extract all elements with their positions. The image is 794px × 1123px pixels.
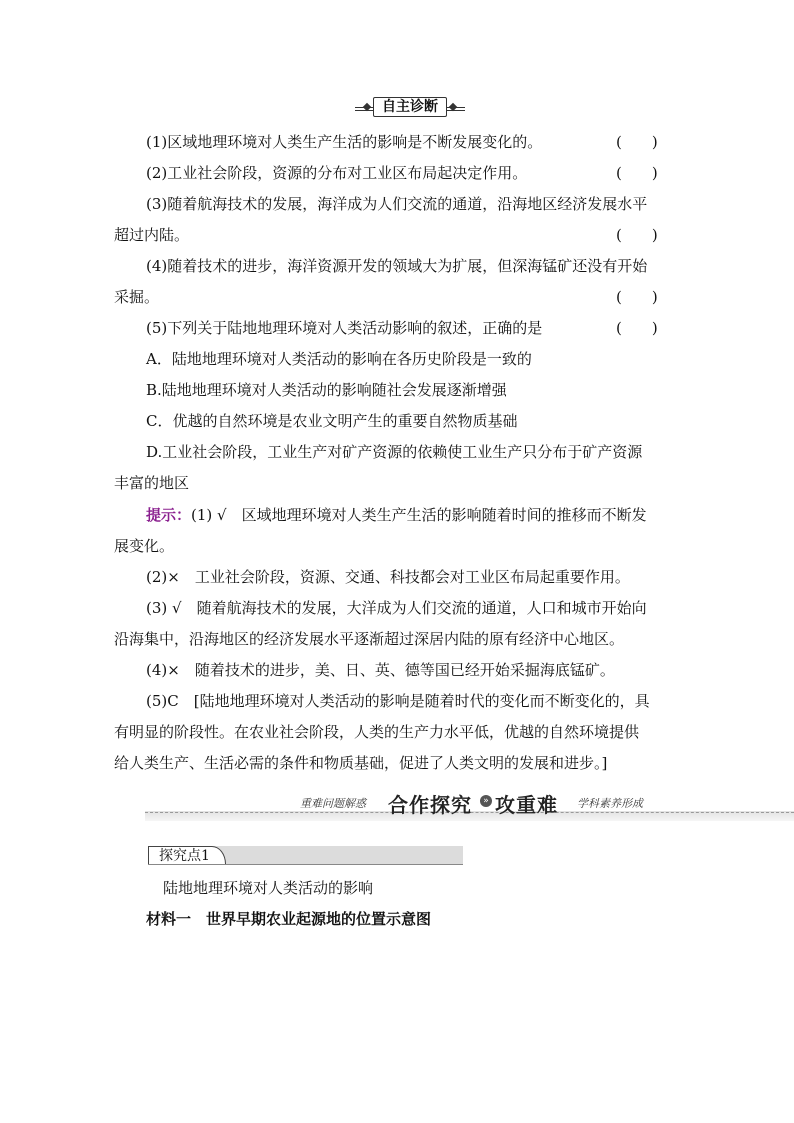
option-b: B.陆地地理环境对人类活动的影响随社会发展逐渐增强 <box>146 381 507 399</box>
section-header <box>355 96 465 118</box>
banner-title-right: 攻重难 <box>495 793 558 817</box>
tab-underline <box>148 864 463 865</box>
explore-point-tab <box>148 846 463 864</box>
answer-bracket-5: ( ) <box>616 319 658 337</box>
option-a: A．陆地地理环境对人类活动的影响在各历史阶段是一致的 <box>146 350 532 368</box>
answer-1-line1 <box>146 505 716 525</box>
option-d-line2: 丰富的地区 <box>114 474 190 492</box>
section-badge: 自主诊断 <box>373 97 447 117</box>
answer-3-line2: 沿海集中，沿海地区的经济发展水平逐渐超过深居内陆的原有经济中心地区。 <box>114 630 625 648</box>
tip-label: 提示： <box>146 506 192 524</box>
answer-4: (4)× 随着技术的进步，美、日、英、德等国已经开始采掘海底锰矿。 <box>146 661 615 679</box>
banner-left-caption: 重难问题解惑 <box>300 797 366 810</box>
question-2: (2)工业社会阶段，资源的分布对工业区布局起决定作用。 <box>146 164 528 182</box>
answer-1-text: (1) √ 区域地理环境对人类生产生活的影响随着时间的推移而不断发 <box>191 506 647 524</box>
answer-5-line1: (5)C [陆地地理环境对人类活动的影响是随着时代的变化而不断变化的，具 <box>146 692 650 710</box>
answer-bracket-1: ( ) <box>616 133 658 151</box>
material-caption: 材料一 世界早期农业起源地的位置示意图 <box>146 910 432 928</box>
answer-5-line3: 给人类生产、生活必需的条件和物质基础，促进了人类文明的发展和进步。] <box>114 754 608 772</box>
banner-title-left: 合作探究 <box>388 793 472 817</box>
question-4-line2: 采掘。 <box>114 288 160 306</box>
arrow-circle-icon: » <box>480 795 492 807</box>
answer-1-line2: 展变化。 <box>114 537 175 555</box>
answer-5-line2: 有明显的阶段性。在农业社会阶段，人类的生产力水平低，优越的自然环境提供 <box>114 723 640 741</box>
question-3-line1: (3)随着航海技术的发展，海洋成为人们交流的通道，沿海地区经济发展水平 <box>146 195 648 213</box>
explore-point-label: 探究点1 <box>148 846 226 864</box>
answer-bracket-2: ( ) <box>616 164 658 182</box>
section-banner <box>145 789 794 825</box>
answer-bracket-4: ( ) <box>616 288 658 306</box>
answer-2: (2)× 工业社会阶段，资源、交通、科技都会对工业区布局起重要作用。 <box>146 568 630 586</box>
answer-bracket-3: ( ) <box>616 226 658 244</box>
question-5: (5)下列关于陆地地理环境对人类活动影响的叙述，正确的是 <box>146 319 543 337</box>
answer-3-line1: (3) √ 随着航海技术的发展，大洋成为人们交流的通道，人口和城市开始向 <box>146 599 647 617</box>
explore-heading: 陆地地理环境对人类活动的影响 <box>163 879 374 897</box>
question-4-line1: (4)随着技术的进步，海洋资源开发的领域大为扩展，但深海锰矿还没有开始 <box>146 257 648 275</box>
option-d-line1: D.工业社会阶段，工业生产对矿产资源的依赖使工业生产只分布于矿产资源 <box>146 443 643 461</box>
question-3-line2: 超过内陆。 <box>114 226 190 244</box>
banner-right-caption: 学科素养形成 <box>577 797 643 810</box>
question-1: (1)区域地理环境对人类生产生活的影响是不断发展变化的。 <box>146 133 543 151</box>
option-c: C．优越的自然环境是农业文明产生的重要自然物质基础 <box>146 412 518 430</box>
